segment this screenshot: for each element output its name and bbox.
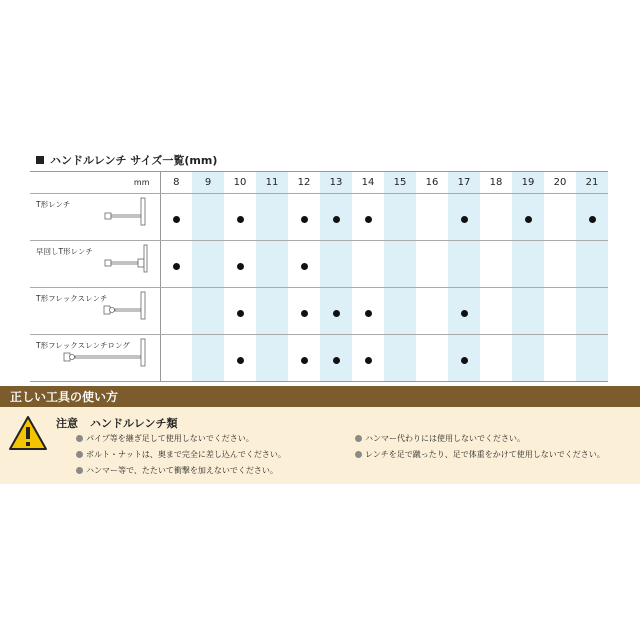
size-header-10: 10 (224, 172, 256, 194)
size-cell-12 (288, 194, 320, 241)
bullet-icon (355, 451, 362, 458)
caution-note (76, 465, 278, 476)
t-flex-wrench-long-icon (62, 337, 152, 371)
size-cell-17 (448, 241, 480, 288)
tool-name-cell (30, 241, 160, 288)
size-header-12: 12 (288, 172, 320, 194)
available-dot-icon (173, 263, 180, 270)
caution-heading (56, 415, 177, 431)
available-dot-icon (365, 357, 372, 364)
tool-name: 早回しT形レンチ (36, 247, 93, 256)
size-cell-10 (224, 194, 256, 241)
available-dot-icon (237, 310, 244, 317)
available-dot-icon (461, 357, 468, 364)
size-header-row (30, 172, 608, 194)
tool-name: T形レンチ (36, 200, 71, 209)
available-dot-icon (237, 357, 244, 364)
usage-heading: 正しい工具の使い方 (10, 390, 119, 404)
size-header-16: 16 (416, 172, 448, 194)
available-dot-icon (301, 216, 308, 223)
size-header-13: 13 (320, 172, 352, 194)
caution-note-text: パイプ等を継ぎ足して使用しないでください。 (86, 434, 254, 443)
caution-note (76, 433, 254, 444)
size-cell-9 (192, 241, 224, 288)
size-cell-19 (512, 194, 544, 241)
caution-note (355, 433, 525, 444)
available-dot-icon (301, 310, 308, 317)
t-flex-wrench-icon (102, 290, 152, 324)
available-dot-icon (589, 216, 596, 223)
available-dot-icon (525, 216, 532, 223)
tool-name-cell (30, 288, 160, 335)
tool-name-cell (30, 194, 160, 241)
size-cell-14 (352, 241, 384, 288)
available-dot-icon (301, 263, 308, 270)
table-row (30, 194, 608, 241)
available-dot-icon (461, 310, 468, 317)
t-wrench-icon (102, 196, 152, 230)
title-square-icon (36, 156, 44, 164)
size-cell-19 (512, 288, 544, 335)
size-header-19: 19 (512, 172, 544, 194)
tool-name: T形フレックスレンチロング (36, 341, 130, 350)
size-header-8: 8 (160, 172, 192, 194)
bullet-icon (76, 435, 83, 442)
size-cell-8 (160, 288, 192, 335)
size-cell-13 (320, 335, 352, 382)
bullet-icon (355, 435, 362, 442)
speed-t-wrench-icon (102, 243, 152, 277)
caution-panel (0, 407, 640, 484)
size-cell-18 (480, 241, 512, 288)
size-cell-20 (544, 241, 576, 288)
caution-note (76, 449, 286, 460)
size-cell-20 (544, 335, 576, 382)
caution-label: 注意 (56, 417, 78, 430)
size-cell-20 (544, 194, 576, 241)
size-cell-12 (288, 241, 320, 288)
size-header-14: 14 (352, 172, 384, 194)
table-row (30, 241, 608, 288)
tool-name-cell (30, 335, 160, 382)
available-dot-icon (333, 216, 340, 223)
size-header-17: 17 (448, 172, 480, 194)
available-dot-icon (365, 216, 372, 223)
size-cell-16 (416, 288, 448, 335)
size-cell-10 (224, 288, 256, 335)
size-cell-19 (512, 241, 544, 288)
size-cell-15 (384, 241, 416, 288)
table-title-text: ハンドルレンチ サイズ一覧(mm) (50, 154, 218, 167)
bullet-icon (76, 451, 83, 458)
size-cell-21 (576, 288, 608, 335)
size-cell-18 (480, 335, 512, 382)
size-cell-16 (416, 335, 448, 382)
size-header-9: 9 (192, 172, 224, 194)
size-cell-9 (192, 288, 224, 335)
size-cell-14 (352, 288, 384, 335)
size-cell-17 (448, 335, 480, 382)
usage-heading-bar (0, 386, 640, 407)
table-row (30, 288, 608, 335)
caution-note-text: ハンマー代わりには使用しないでください。 (365, 434, 525, 443)
caution-title: ハンドルレンチ類 (90, 417, 178, 430)
available-dot-icon (461, 216, 468, 223)
caution-note-text: ボルト・ナットは、奥まで完全に差し込んでください。 (86, 450, 286, 459)
size-cell-10 (224, 335, 256, 382)
caution-note (355, 449, 605, 460)
size-cell-14 (352, 335, 384, 382)
size-cell-14 (352, 194, 384, 241)
size-cell-13 (320, 288, 352, 335)
size-cell-8 (160, 241, 192, 288)
size-header-20: 20 (544, 172, 576, 194)
size-header-11: 11 (256, 172, 288, 194)
size-cell-15 (384, 194, 416, 241)
size-cell-18 (480, 194, 512, 241)
size-cell-11 (256, 194, 288, 241)
bullet-icon (76, 467, 83, 474)
available-dot-icon (301, 357, 308, 364)
size-cell-16 (416, 241, 448, 288)
size-cell-11 (256, 241, 288, 288)
size-cell-13 (320, 241, 352, 288)
size-table (30, 171, 608, 382)
available-dot-icon (237, 263, 244, 270)
size-cell-12 (288, 335, 320, 382)
size-cell-21 (576, 335, 608, 382)
table-title (36, 152, 217, 168)
size-cell-8 (160, 194, 192, 241)
size-cell-11 (256, 288, 288, 335)
size-cell-21 (576, 241, 608, 288)
size-cell-9 (192, 335, 224, 382)
available-dot-icon (365, 310, 372, 317)
table-row (30, 335, 608, 382)
size-cell-19 (512, 335, 544, 382)
size-cell-8 (160, 335, 192, 382)
size-cell-21 (576, 194, 608, 241)
size-cell-12 (288, 288, 320, 335)
size-cell-16 (416, 194, 448, 241)
size-cell-10 (224, 241, 256, 288)
caution-note-text: ハンマー等で、たたいて衝撃を加えないでください。 (86, 466, 278, 475)
size-cell-15 (384, 335, 416, 382)
size-header-15: 15 (384, 172, 416, 194)
size-cell-13 (320, 194, 352, 241)
available-dot-icon (333, 310, 340, 317)
size-cell-17 (448, 288, 480, 335)
warning-triangle-icon (8, 415, 48, 451)
available-dot-icon (173, 216, 180, 223)
available-dot-icon (333, 357, 340, 364)
size-cell-15 (384, 288, 416, 335)
unit-label: mm (30, 172, 160, 194)
size-cell-18 (480, 288, 512, 335)
caution-note-text: レンチを足で蹴ったり、足で体重をかけて使用しないでください。 (365, 450, 605, 459)
tool-name: T形フレックスレンチ (36, 294, 108, 303)
size-cell-11 (256, 335, 288, 382)
size-cell-20 (544, 288, 576, 335)
size-cell-9 (192, 194, 224, 241)
size-header-21: 21 (576, 172, 608, 194)
available-dot-icon (237, 216, 244, 223)
size-cell-17 (448, 194, 480, 241)
size-header-18: 18 (480, 172, 512, 194)
